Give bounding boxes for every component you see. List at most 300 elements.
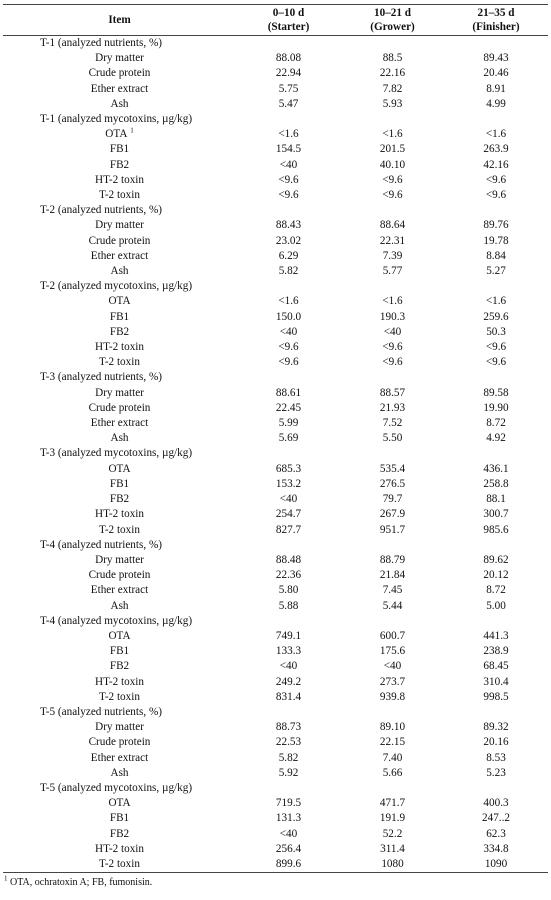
group-label: T-1 (analyzed nutrients, %) [40,37,162,49]
starter-value: 5.92 [278,766,299,779]
grower-value: 5.93 [382,97,403,110]
finisher-value: 247..2 [482,812,510,825]
row-label-cell [3,462,236,477]
starter-value: 150.0 [275,310,302,323]
finisher-value: 20.12 [483,569,509,582]
table-row [3,675,548,690]
row-label-cell [3,294,236,309]
row-label-cell [3,477,236,492]
row-label: FB2 [109,325,130,338]
header-finisher-phase: (Finisher) [472,21,520,33]
grower-value: 22.15 [379,736,406,749]
table-row [3,599,548,614]
starter-value: <9.6 [278,173,299,186]
grower-value: 22.16 [379,67,406,80]
finisher-value: 985.6 [483,523,509,536]
row-label-cell [3,659,236,674]
table-header [3,5,548,36]
row-label-cell [3,249,236,264]
table-row [3,766,548,781]
table-row [3,857,548,873]
row-label-cell [3,796,236,811]
table-row [3,66,548,81]
finisher-value: 89.58 [483,386,509,399]
group-label: T-5 (analyzed mycotoxins, µg/kg) [40,781,193,794]
row-label-cell [3,553,236,568]
finisher-value: 8.84 [486,249,506,262]
footnote [4,874,153,888]
row-label: HT-2 toxin [95,173,144,186]
grower-value: 535.4 [379,462,406,475]
table-row [3,97,548,112]
starter-value: 154.5 [275,143,302,156]
row-label: Crude protein [88,234,151,247]
row-label-cell [3,827,236,842]
table-row [3,523,548,538]
row-label: FB1 [109,143,130,156]
finisher-value: 89.76 [483,219,509,232]
group-row [3,538,548,553]
row-label: Ash [110,599,129,612]
table-row [3,751,548,766]
finisher-value: 8.72 [486,584,506,597]
header-grower [341,5,444,36]
starter-value: 256.4 [275,842,302,855]
row-label-cell [3,66,236,81]
table-row [3,568,548,583]
row-label: Ash [110,265,129,278]
row-label-cell [3,842,236,857]
header-starter [236,5,341,36]
starter-value: 88.08 [275,52,302,65]
footnote-ref: 1 [130,126,134,135]
table-row [3,796,548,811]
table-row [3,811,548,826]
grower-value: 600.7 [379,629,406,642]
grower-value: 311.4 [380,842,405,855]
table-row [3,629,548,644]
group-row [3,781,548,796]
starter-value: 22.45 [275,401,302,414]
row-label: OTA [105,128,128,141]
starter-value: <40 [279,827,298,840]
finisher-value: 89.62 [483,553,509,566]
starter-value: 131.3 [275,812,302,825]
group-row [3,112,548,127]
grower-value: 1080 [341,857,444,873]
finisher-value: 89.43 [483,52,509,65]
starter-value: 153.2 [275,477,302,490]
row-label-cell [3,188,236,203]
table-row [3,82,548,97]
starter-value: 5.69 [278,432,299,445]
grower-value: 267.9 [379,508,406,521]
starter-value: 5.99 [278,417,299,430]
finisher-value: 334.8 [483,842,509,855]
grower-value: 201.5 [379,143,406,156]
starter-value: 249.2 [275,675,302,688]
grower-value: <1.6 [382,128,403,141]
group-row [3,36,548,52]
starter-value: 23.02 [275,234,302,247]
row-label: OTA [108,629,131,642]
row-label: Dry matter [95,553,144,566]
grower-value: 5.44 [382,599,403,612]
grower-value: <9.6 [382,356,403,369]
grower-value: 21.93 [379,401,406,414]
row-label: T-2 toxin [99,523,140,536]
table-body [3,36,548,873]
row-label: Crude protein [88,401,151,414]
row-label-cell [3,127,236,142]
grower-value: <1.6 [382,295,403,308]
starter-value: 719.5 [275,797,302,810]
row-label-cell [3,675,236,690]
row-label: T-2 toxin [99,857,140,870]
finisher-value: 5.00 [486,599,506,612]
grower-value: 5.66 [382,766,403,779]
row-label: Ether extract [90,417,149,430]
row-label-cell [3,492,236,507]
row-label: HT-2 toxin [95,842,144,855]
group-row [3,279,548,294]
starter-value: 22.53 [275,736,302,749]
starter-value: <1.6 [278,128,299,141]
grower-value: 190.3 [379,310,406,323]
finisher-value: 300.7 [483,508,509,521]
finisher-value: 8.91 [486,82,506,95]
finisher-value: 238.9 [483,645,509,658]
starter-value: 133.3 [275,645,302,658]
header-starter-phase: (Starter) [267,21,310,33]
starter-value: 749.1 [275,629,302,642]
starter-value: <40 [279,660,298,673]
group-row [3,370,548,385]
row-label: FB1 [109,645,130,658]
grower-value: 7.39 [382,249,403,262]
row-label-cell [3,507,236,522]
finisher-value: 8.72 [486,417,506,430]
grower-value: 5.77 [382,265,403,278]
finisher-value: 436.1 [483,462,509,475]
grower-value: 7.40 [382,751,403,764]
finisher-value: 5.23 [486,766,506,779]
row-label-cell [3,355,236,370]
footnote-marker: 1 [4,874,8,883]
table-row [3,644,548,659]
finisher-value: 19.78 [483,234,509,247]
finisher-value: 400.3 [483,797,509,810]
row-label-cell [3,218,236,233]
starter-value: <9.6 [278,189,299,202]
grower-value: <9.6 [382,189,403,202]
table-row [3,234,548,249]
row-label-cell [3,325,236,340]
finisher-value: 62.3 [486,827,506,840]
finisher-value: 4.99 [486,97,506,110]
grower-value: 88.57 [379,386,406,399]
group-label: T-1 (analyzed mycotoxins, µg/kg) [40,113,193,126]
row-label: Ether extract [90,584,149,597]
finisher-value: 1090 [444,857,548,873]
row-label: HT-2 toxin [95,508,144,521]
table-row [3,659,548,674]
grower-value: 22.31 [379,234,406,247]
row-label-cell [3,264,236,279]
row-label-cell [3,599,236,614]
finisher-value: 441.3 [483,629,509,642]
starter-value: <9.6 [278,341,299,354]
finisher-value: 42.16 [483,158,509,171]
grower-value: <9.6 [382,341,403,354]
row-label-cell [3,416,236,431]
row-label-cell [3,523,236,538]
group-label: T-5 (analyzed nutrients, %) [40,705,162,718]
finisher-value: 998.5 [483,690,509,703]
table-row [3,431,548,446]
grower-value: 471.7 [379,797,406,810]
row-label-cell [3,51,236,66]
table-row [3,340,548,355]
row-label: Ether extract [90,82,149,95]
row-label: OTA [108,462,131,475]
table-row [3,264,548,279]
grower-value: <9.6 [382,173,403,186]
table-row [3,477,548,492]
finisher-value: <9.6 [485,341,507,354]
starter-value: 685.3 [275,462,302,475]
row-label-cell [3,751,236,766]
row-label-cell [3,568,236,583]
table-row [3,386,548,401]
starter-value: 5.75 [278,82,299,95]
row-label: Ash [110,432,129,445]
row-label: FB2 [109,493,130,506]
grower-value: 191.9 [379,812,406,825]
row-label-cell [3,386,236,401]
group-row [3,446,548,461]
table-row [3,188,548,203]
starter-value: 88.43 [275,219,302,232]
row-label: T-2 toxin [99,356,140,369]
grower-value: 939.8 [379,690,406,703]
row-label-cell [3,310,236,325]
finisher-value: <1.6 [485,295,507,308]
starter-value: 88.61 [275,386,302,399]
row-label-cell [3,629,236,644]
starter-value: 827.7 [275,523,302,536]
table-row [3,720,548,735]
starter-value: 5.80 [278,584,299,597]
row-label: HT-2 toxin [95,675,144,688]
finisher-value: 259.6 [483,310,509,323]
table-row [3,842,548,857]
table-row [3,158,548,173]
header-grower-period: 10–21 d [374,7,411,19]
table-row [3,142,548,157]
row-label: FB1 [109,477,130,490]
row-label: FB2 [109,827,130,840]
row-label-cell [3,97,236,112]
grower-value: 52.2 [382,827,403,840]
table-row [3,51,548,66]
grower-value: 175.6 [379,645,406,658]
grower-value: 7.82 [382,82,403,95]
row-label-cell [3,583,236,598]
finisher-value: 68.45 [483,660,509,673]
finisher-value: <9.6 [485,189,507,202]
finisher-value: 50.3 [486,325,506,338]
finisher-value: <1.6 [485,128,507,141]
table-row [3,294,548,309]
footnote-text: OTA, ochratoxin A; FB, fumonisin. [7,877,153,888]
row-label: T-2 toxin [99,189,140,202]
table-row [3,173,548,188]
row-label: FB2 [109,660,130,673]
table-row [3,553,548,568]
grower-value: <40 [383,325,402,338]
grower-value: 88.64 [379,219,406,232]
row-label: FB2 [109,158,130,171]
table-row [3,249,548,264]
grower-value: 273.7 [379,675,406,688]
finisher-value: <9.6 [485,356,507,369]
row-label-cell [3,401,236,416]
row-label-cell [3,690,236,705]
table-row [3,462,548,477]
starter-value: 831.4 [275,690,302,703]
group-label: T-3 (analyzed mycotoxins, µg/kg) [40,447,193,460]
table-row [3,401,548,416]
group-row [3,614,548,629]
row-label-cell [3,431,236,446]
row-label-cell [3,173,236,188]
row-label: OTA [108,797,131,810]
row-label-cell [3,766,236,781]
table-row [3,310,548,325]
finisher-value: 89.32 [483,721,509,734]
finisher-value: 19.90 [483,401,509,414]
row-label: T-2 toxin [99,690,140,703]
grower-value: 21.84 [379,569,406,582]
starter-value: 6.29 [278,249,299,262]
table-row [3,492,548,507]
starter-value: <40 [279,325,298,338]
group-row [3,203,548,218]
header-starter-period: 0–10 d [272,7,305,19]
row-label: HT-2 toxin [95,341,144,354]
grower-value: 40.10 [379,158,406,171]
grower-value: 276.5 [379,477,406,490]
table-row [3,735,548,750]
table-row [3,507,548,522]
grower-value: <40 [383,660,402,673]
group-label: T-3 (analyzed nutrients, %) [40,371,162,384]
finisher-value: 20.46 [483,67,509,80]
row-label-cell [3,142,236,157]
starter-value: <40 [279,158,298,171]
row-label: Ether extract [90,751,149,764]
finisher-value: 4.92 [486,432,506,445]
header-finisher-period: 21–35 d [477,7,515,19]
starter-value: 5.82 [278,265,299,278]
row-label-cell [3,644,236,659]
row-label-cell [3,340,236,355]
row-label: FB1 [109,812,130,825]
starter-value: <40 [279,493,298,506]
starter-value: <1.6 [278,295,299,308]
grower-value: 79.7 [382,493,403,506]
row-label: OTA [108,295,131,308]
row-label-cell [3,735,236,750]
finisher-value: 88.1 [486,493,506,506]
finisher-value: <9.6 [485,173,507,186]
table-row [3,690,548,705]
starter-value: 254.7 [275,508,302,521]
row-label-cell [3,857,236,873]
row-label-cell [3,811,236,826]
table-row [3,355,548,370]
grower-value: 7.52 [382,417,403,430]
grower-value: 88.79 [379,553,406,566]
table-row [3,325,548,340]
table-row [3,827,548,842]
header-item: Item [3,5,236,36]
row-label-cell [3,234,236,249]
starter-value: 5.47 [278,97,299,110]
finisher-value: 5.27 [486,265,506,278]
group-label: T-4 (analyzed mycotoxins, µg/kg) [40,614,193,627]
row-label: Ash [110,97,129,110]
composition-table [3,4,548,873]
table-row [3,416,548,431]
row-label: Ash [110,766,129,779]
row-label: Ether extract [90,249,149,262]
starter-value: 22.36 [275,569,302,582]
row-label-cell [3,158,236,173]
grower-value: 7.45 [382,584,403,597]
grower-value: 951.7 [379,523,406,536]
row-label: Dry matter [95,386,144,399]
header-grower-phase: (Grower) [370,21,415,33]
finisher-value: 258.8 [483,477,509,490]
grower-value: 89.10 [379,721,406,734]
starter-value: 5.82 [278,751,299,764]
starter-value: 22.94 [275,67,302,80]
row-label: Dry matter [95,219,144,232]
row-label: Crude protein [88,569,151,582]
group-label: T-2 (analyzed nutrients, %) [40,204,162,217]
finisher-value: 8.53 [486,751,506,764]
finisher-value: 263.9 [483,143,509,156]
table-row [3,583,548,598]
row-label: Crude protein [88,67,151,80]
finisher-value: 20.16 [483,736,509,749]
row-label: Dry matter [95,721,144,734]
table-row [3,218,548,233]
row-label: Dry matter [95,52,144,65]
header-finisher [444,5,548,36]
group-label: T-2 (analyzed mycotoxins, µg/kg) [40,280,193,293]
grower-value: 88.5 [382,52,403,65]
starter-value: 88.48 [275,553,302,566]
starter-value: <9.6 [278,356,299,369]
starter-value: 899.6 [236,857,341,873]
row-label: FB1 [109,310,130,323]
table-row [3,127,548,142]
finisher-value: 310.4 [483,675,509,688]
row-label-cell [3,82,236,97]
